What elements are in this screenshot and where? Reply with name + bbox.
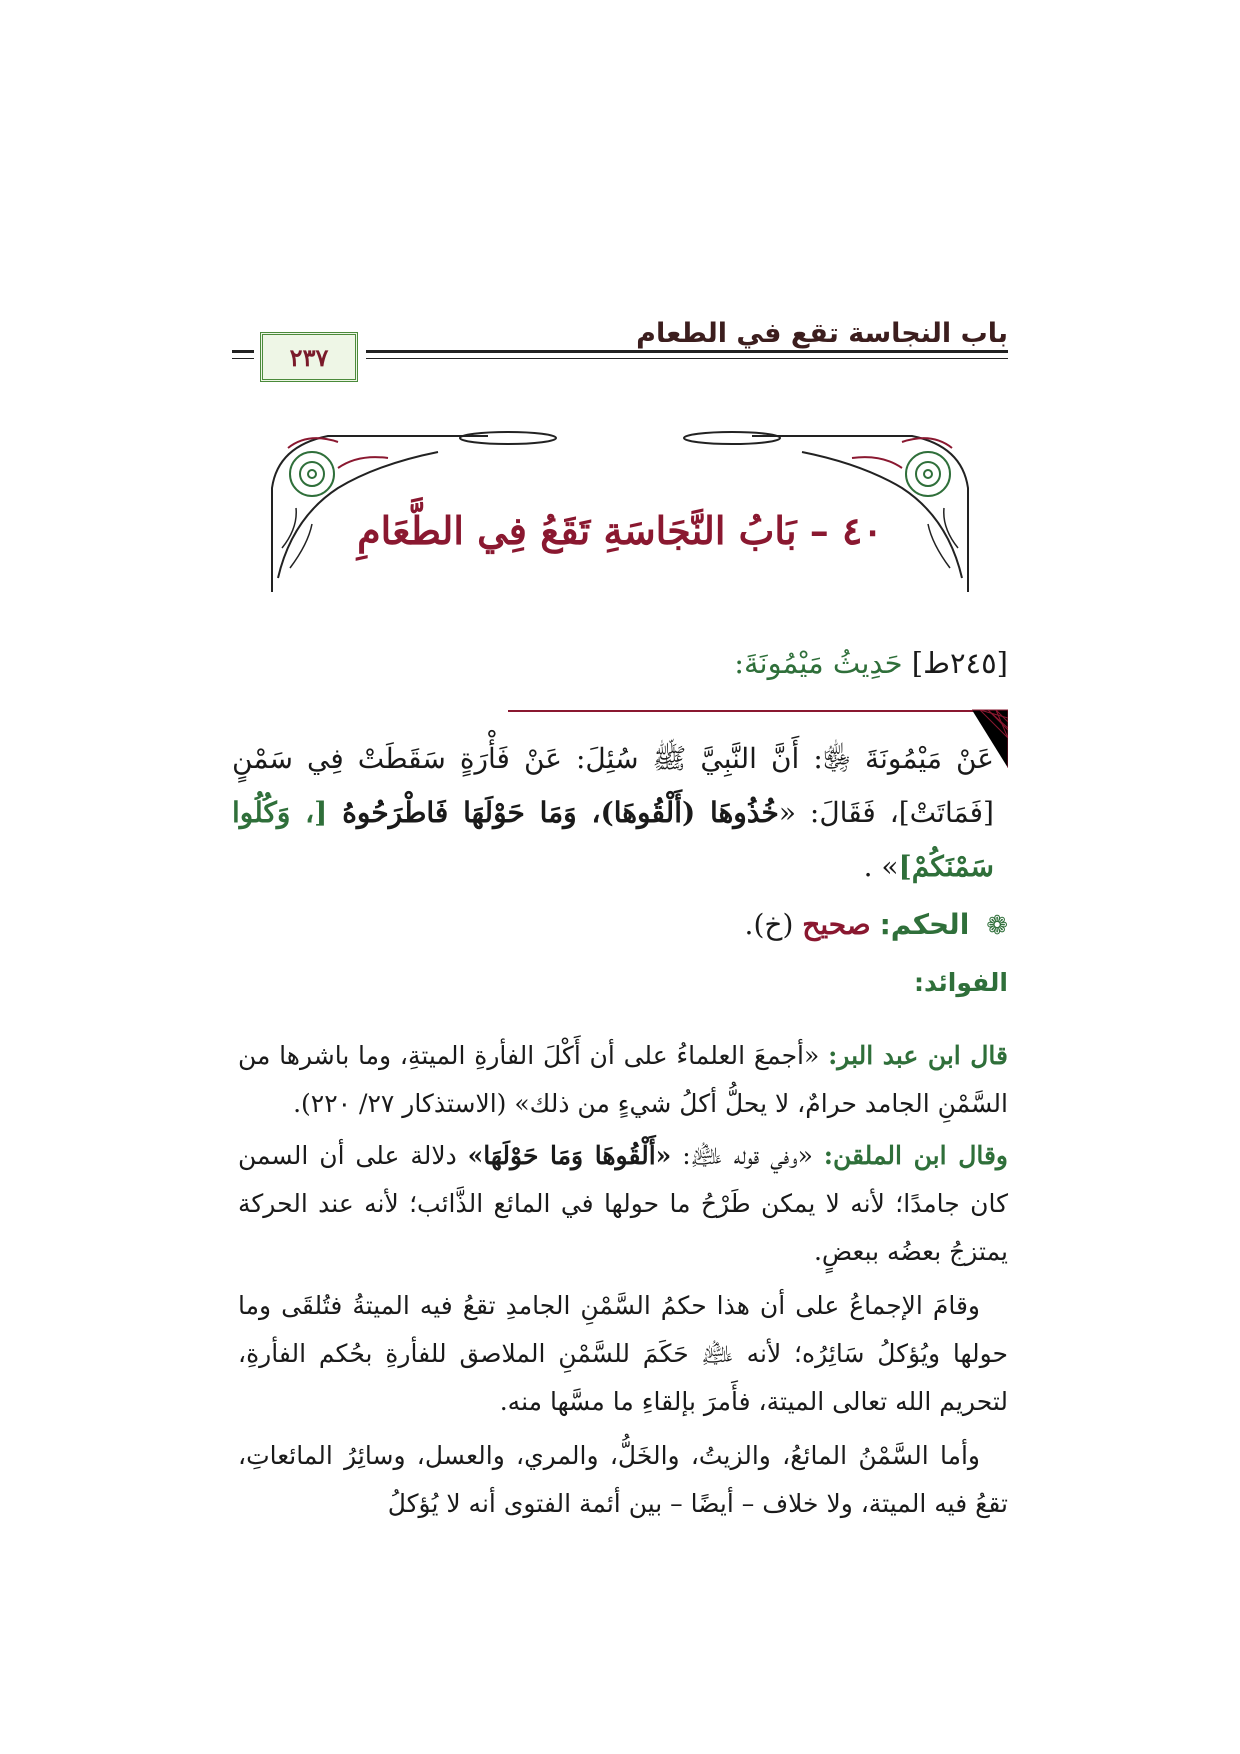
page-number: ٢٣٧ <box>289 342 329 372</box>
ruling-label: الحكم: <box>879 908 970 941</box>
hadith-number: [٢٤٥ط] <box>911 646 1008 680</box>
chapter-title: ٤٠ – بَابُ النَّجَاسَةِ تَقَعُ فِي الطَّعَامِ <box>357 508 883 553</box>
header-rule-right-lower <box>366 358 1008 359</box>
right-rosette <box>906 452 950 496</box>
flower-icon: ❁ <box>986 911 1008 941</box>
hadith-quote-close: » . <box>863 850 899 883</box>
header-rule-right <box>366 350 1008 353</box>
benefit-paragraph-1 <box>238 1032 1008 1128</box>
header-rule-left-lower <box>232 358 254 359</box>
benefit-1-speaker: قال ابن عبد البر: <box>828 1041 1008 1070</box>
hadith-text <box>232 732 994 894</box>
benefit-2-text: دلالة على أن السمن كان جامدًا؛ لأنه لا يمكن طَرْحُ ما حولها في المائع الذَّائب؛ لأنه عند الحركة يمتزجُ بعضُه ببعضٍ. <box>238 1141 1008 1266</box>
hadith-intro: عَنْ مَيْمُونَةَ ﵂: أَنَّ النَّبِيَّ ﷺ سُئِلَ: عَنْ فَأْرَةٍ سَقَطَتْ فِي سَمْنٍ [فَمَاتَتْ]، فَقَالَ: <box>232 742 994 829</box>
benefit-2-speaker: وقال ابن الملقن: <box>823 1141 1008 1170</box>
benefit-paragraph-2 <box>238 1132 1008 1276</box>
ruling-line <box>745 908 1008 941</box>
hadith-quote: خُذُوهَا (أَلْقُوهَا)، وَمَا حَوْلَهَا فَاطْرَحُوهُ <box>342 796 779 829</box>
header-rule-left <box>232 350 254 353</box>
left-rosette <box>290 452 334 496</box>
benefit-paragraph-4: وأما السَّمْنُ المائعُ، والزيتُ، والخَلُّ، والمري، والعسل، وسائِرُ المائعاتِ، تقعُ فيه الميتة، ولا خلاف – أيضًا – بين أئمة الفتوى أنه لا يُؤكلُ <box>238 1441 1008 1518</box>
hadith-quote-addition: [، وَكُلُوا سَمْنَكُمْ] <box>232 796 994 883</box>
ruling-value: صحيح <box>802 908 871 941</box>
hadith-heading <box>734 646 1008 680</box>
running-title: باب النجاسة تقع في الطعام <box>636 318 1008 349</box>
benefit-2-quote: «أَلْقُوهَا وَمَا حَوْلَهَا» <box>467 1141 672 1170</box>
hadith-quote-open: « <box>778 796 796 829</box>
ruling-source: (خ). <box>744 908 794 941</box>
benefit-2-pre: «وفي قوله ﵇: <box>682 1141 813 1170</box>
benefit-1-text: «أجمعَ العلماءُ على أن أَكْلَ الفأرةِ الميتةِ، وما باشرها من السَّمْنِ الجامد حرامٌ، لا يحلُّ أكلُ شيءٍ من ذلك» (الاستذكار ٢٧/ ٢٢٠). <box>238 1041 1008 1118</box>
page-number-badge <box>260 332 358 382</box>
benefits-label: الفوائد: <box>913 968 1008 997</box>
hadith-label: حَدِيثُ مَيْمُونَةَ: <box>734 646 903 680</box>
hadith-rule <box>508 710 988 712</box>
benefit-paragraph-3: وقامَ الإجماعُ على أن هذا حكمُ السَّمْنِ الجامدِ تقعُ فيه الميتةُ فتُلقَى وما حولها ويُؤكلُ سَائِرُه؛ لأنه ﵇ حَكَمَ للسَّمْنِ الملاصق للفأرةِ بحُكم الفأرةِ، لتحريم الله تعالى الميتة، فأَمرَ بإلقاءِ ما مسَّها منه. <box>238 1291 1008 1416</box>
